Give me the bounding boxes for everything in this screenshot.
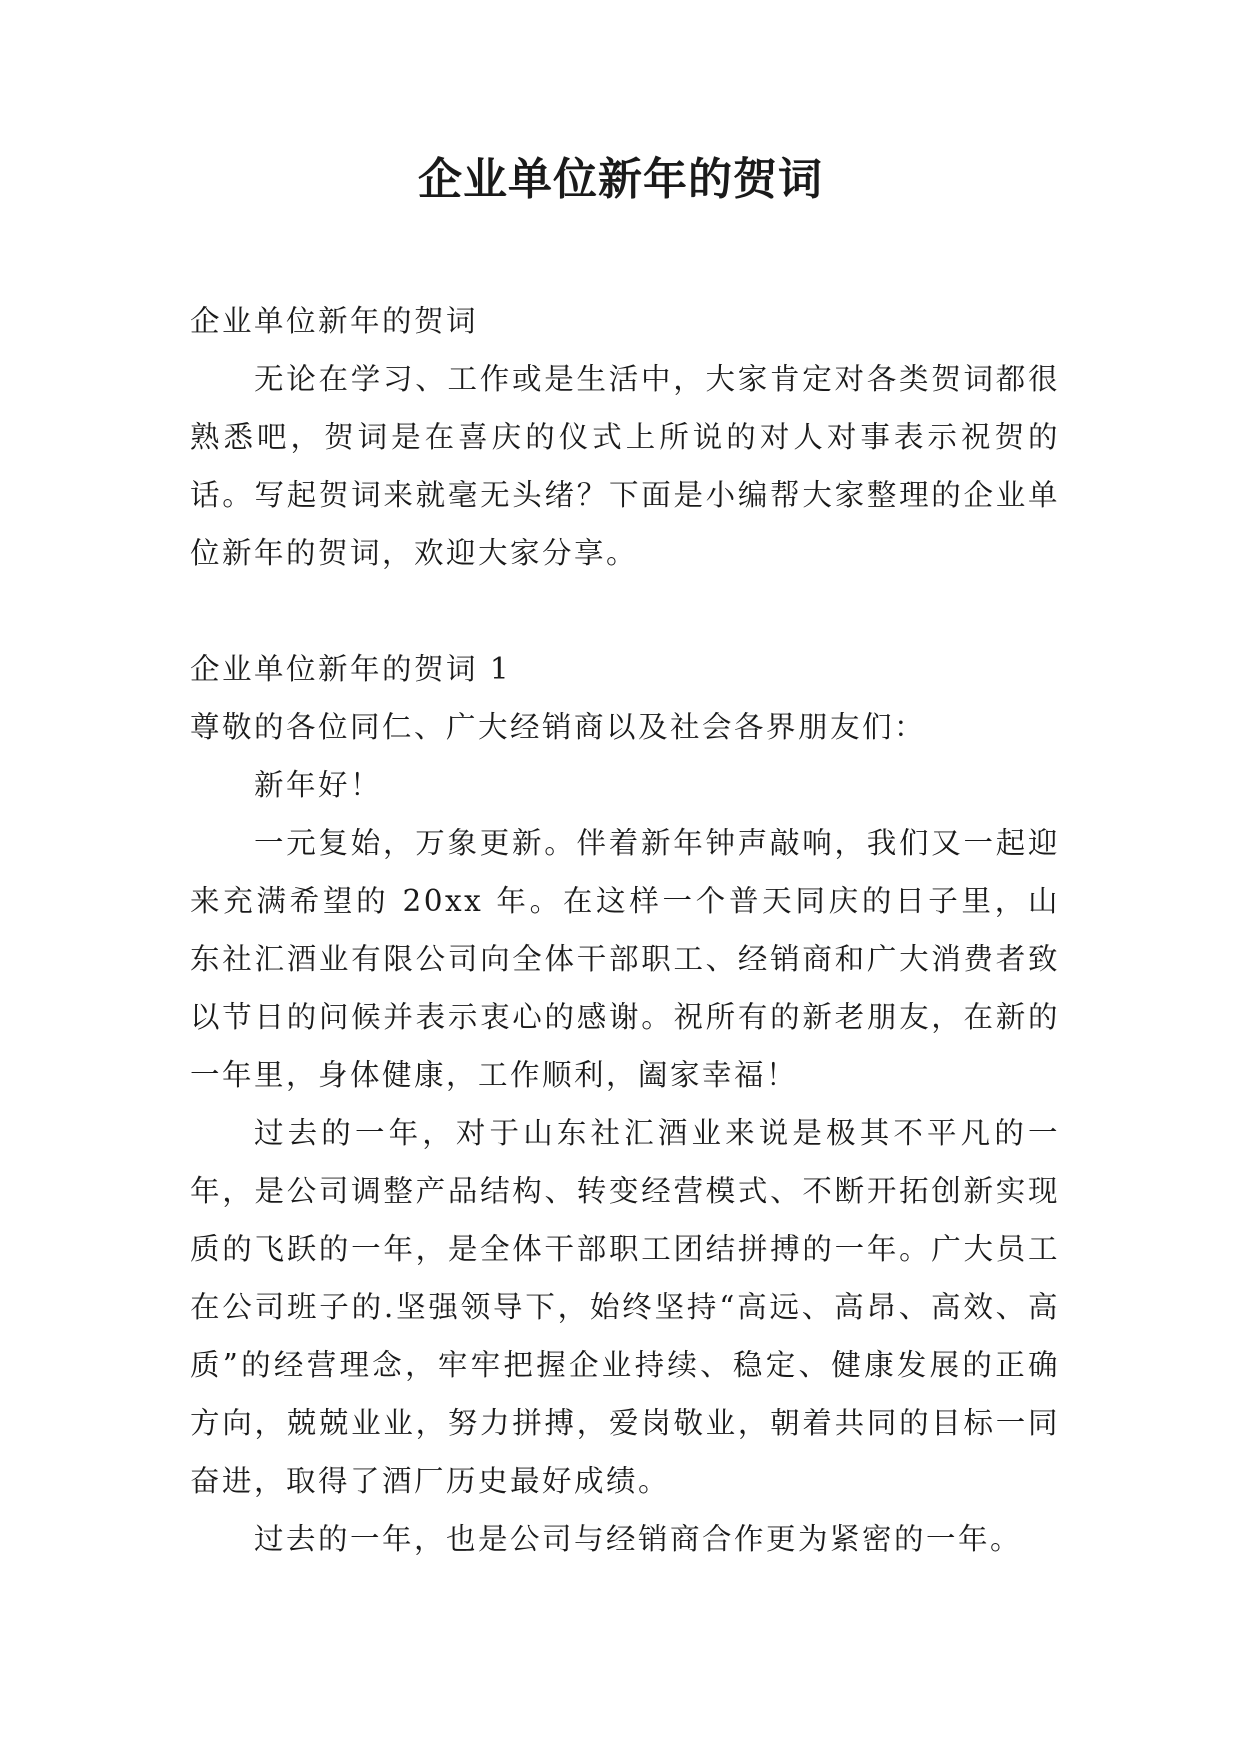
body-paragraph-2: 过去的一年，对于山东社汇酒业来说是极其不平凡的一年，是公司调整产品结构、转变经营模式、不断开拓创新实现质的飞跃的一年，是全体干部职工团结拼搏的一年。广大员工在公司班子的.坚强领导下，始终坚持“高远、高昂、高效、高质”的经营理念，牢牢把握企业持续、稳定、健康发展的正确方向，兢兢业业，努力拼搏，爱岗敬业，朝着共同的目标一同奋进，取得了酒厂历史最好成绩。	[190, 1116, 1060, 1498]
section-heading-1: 企业单位新年的贺词 1	[190, 652, 512, 686]
document-title: 企业单位新年的贺词	[418, 154, 823, 205]
document-body	[190, 292, 1060, 1568]
body-paragraph-3: 过去的一年，也是公司与经销商合作更为紧密的一年。	[254, 1522, 1023, 1556]
section-heading-intro: 企业单位新年的贺词	[190, 304, 479, 338]
body-paragraph-1: 一元复始，万象更新。伴着新年钟声敲响，我们又一起迎来充满希望的 20xx 年。在这样一个普天同庆的日子里，山东社汇酒业有限公司向全体干部职工、经销商和广大消费者致以节日的问候并表示衷心的感谢。祝所有的新老朋友，在新的一年里，身体健康，工作顺利，阖家幸福！	[190, 826, 1060, 1092]
intro-paragraph: 无论在学习、工作或是生活中，大家肯定对各类贺词都很熟悉吧，贺词是在喜庆的仪式上所说的对人对事表示祝贺的话。写起贺词来就毫无头绪？下面是小编帮大家整理的企业单位新年的贺词，欢迎大家分享。	[190, 362, 1060, 570]
greeting: 新年好！	[254, 768, 383, 802]
salutation: 尊敬的各位同仁、广大经销商以及社会各界朋友们：	[190, 710, 927, 744]
